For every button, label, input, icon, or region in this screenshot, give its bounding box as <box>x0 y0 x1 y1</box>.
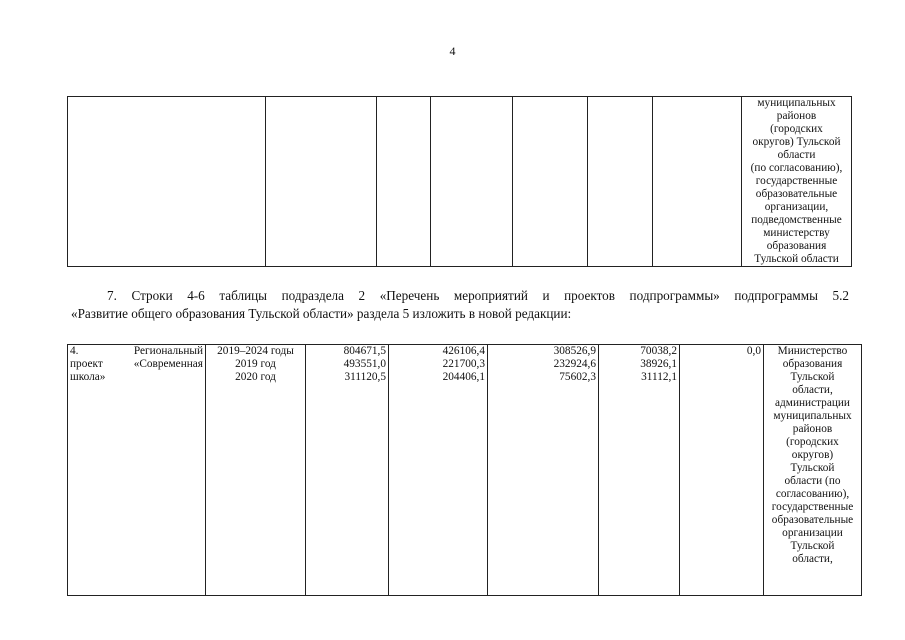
period-value: 2020 год <box>235 371 276 383</box>
responsible-line: образования <box>782 358 843 370</box>
responsible-line: Тульской области <box>754 253 839 265</box>
responsible-executors-cell <box>742 97 852 267</box>
responsible-line: муниципальных <box>773 410 852 422</box>
project-word: проект <box>70 358 103 370</box>
total-value: 311120,5 <box>344 371 386 383</box>
federal-value: 221700,3 <box>442 358 485 370</box>
responsible-line: администрации <box>775 397 850 409</box>
period-cell <box>206 345 306 596</box>
page-number: 4 <box>449 44 456 58</box>
responsible-line: области (по <box>784 475 841 487</box>
table-row <box>68 345 862 596</box>
cell-empty <box>68 97 266 267</box>
regional-value: 232924,6 <box>553 358 596 370</box>
regional-value: 75602,3 <box>559 371 596 383</box>
cell-empty <box>588 97 653 267</box>
extrabudget-cell <box>680 345 764 596</box>
paragraph-line-1: 7. Строки 4-6 таблицы подраздела 2 «Перечень мероприятий и проектов подпрограммы» подпрограммы 5.2 <box>107 288 849 303</box>
program-table <box>67 344 862 596</box>
responsible-line: Тульской <box>790 462 835 474</box>
paragraph-line-2: «Развитие общего образования Тульской области» раздела 5 изложить в новой редакции: <box>71 306 572 321</box>
responsible-line: государственные <box>755 175 838 187</box>
responsible-line: (по согласованию), <box>750 162 843 174</box>
responsible-line: области, <box>792 384 833 396</box>
municipal-cell <box>599 345 680 596</box>
responsible-line: (городских <box>786 436 839 448</box>
responsible-line: муниципальных <box>757 97 836 109</box>
responsible-line: области, <box>792 553 833 565</box>
responsible-line: организации <box>782 527 843 539</box>
project-word: «Современная <box>133 358 203 370</box>
project-word: школа» <box>70 371 106 383</box>
responsible-line: округов) Тульской <box>752 136 841 148</box>
total-value: 493551,0 <box>343 358 386 370</box>
total-cell <box>306 345 389 596</box>
federal-value: 204406,1 <box>442 371 485 383</box>
responsible-line: образования <box>766 240 827 252</box>
responsible-line: образовательные <box>771 514 854 526</box>
responsible-line: Тульской <box>790 540 835 552</box>
responsible-line: районов <box>792 423 833 435</box>
municipal-value: 31112,1 <box>641 371 677 383</box>
regional-value: 308526,9 <box>553 345 596 357</box>
project-cell <box>68 345 206 596</box>
responsible-line: организации, <box>764 201 829 213</box>
cell-empty <box>431 97 513 267</box>
responsible-line: государственные <box>771 501 854 513</box>
responsible-line: министерству <box>763 227 830 239</box>
continuation-table <box>67 96 852 267</box>
responsible-line: районов <box>776 110 817 122</box>
responsible-line: образовательные <box>755 188 838 200</box>
cell-empty <box>513 97 588 267</box>
cell-empty <box>653 97 742 267</box>
responsible-line: округов) <box>791 449 834 461</box>
amendment-paragraph <box>71 287 849 323</box>
responsible-line: (городских <box>770 123 823 135</box>
municipal-value: 38926,1 <box>640 358 677 370</box>
responsible-executors-cell <box>764 345 862 596</box>
federal-value: 426106,4 <box>442 345 485 357</box>
responsible-line: согласованию), <box>775 488 850 500</box>
cell-empty <box>377 97 431 267</box>
period-value: 2019 год <box>235 358 276 370</box>
total-value: 804671,5 <box>343 345 386 357</box>
period-value: 2019–2024 годы <box>217 345 294 357</box>
project-word: Региональный <box>133 345 203 357</box>
responsible-line: Тульской <box>790 371 835 383</box>
cell-empty <box>266 97 377 267</box>
responsible-line: подведомственные <box>751 214 842 226</box>
extrabudget-value: 0,0 <box>746 345 761 357</box>
responsible-line: области <box>777 149 816 161</box>
row-number: 4. <box>70 345 79 357</box>
responsible-line: Министерство <box>777 345 848 357</box>
regional-cell <box>488 345 599 596</box>
federal-cell <box>389 345 488 596</box>
municipal-value: 70038,2 <box>640 345 677 357</box>
